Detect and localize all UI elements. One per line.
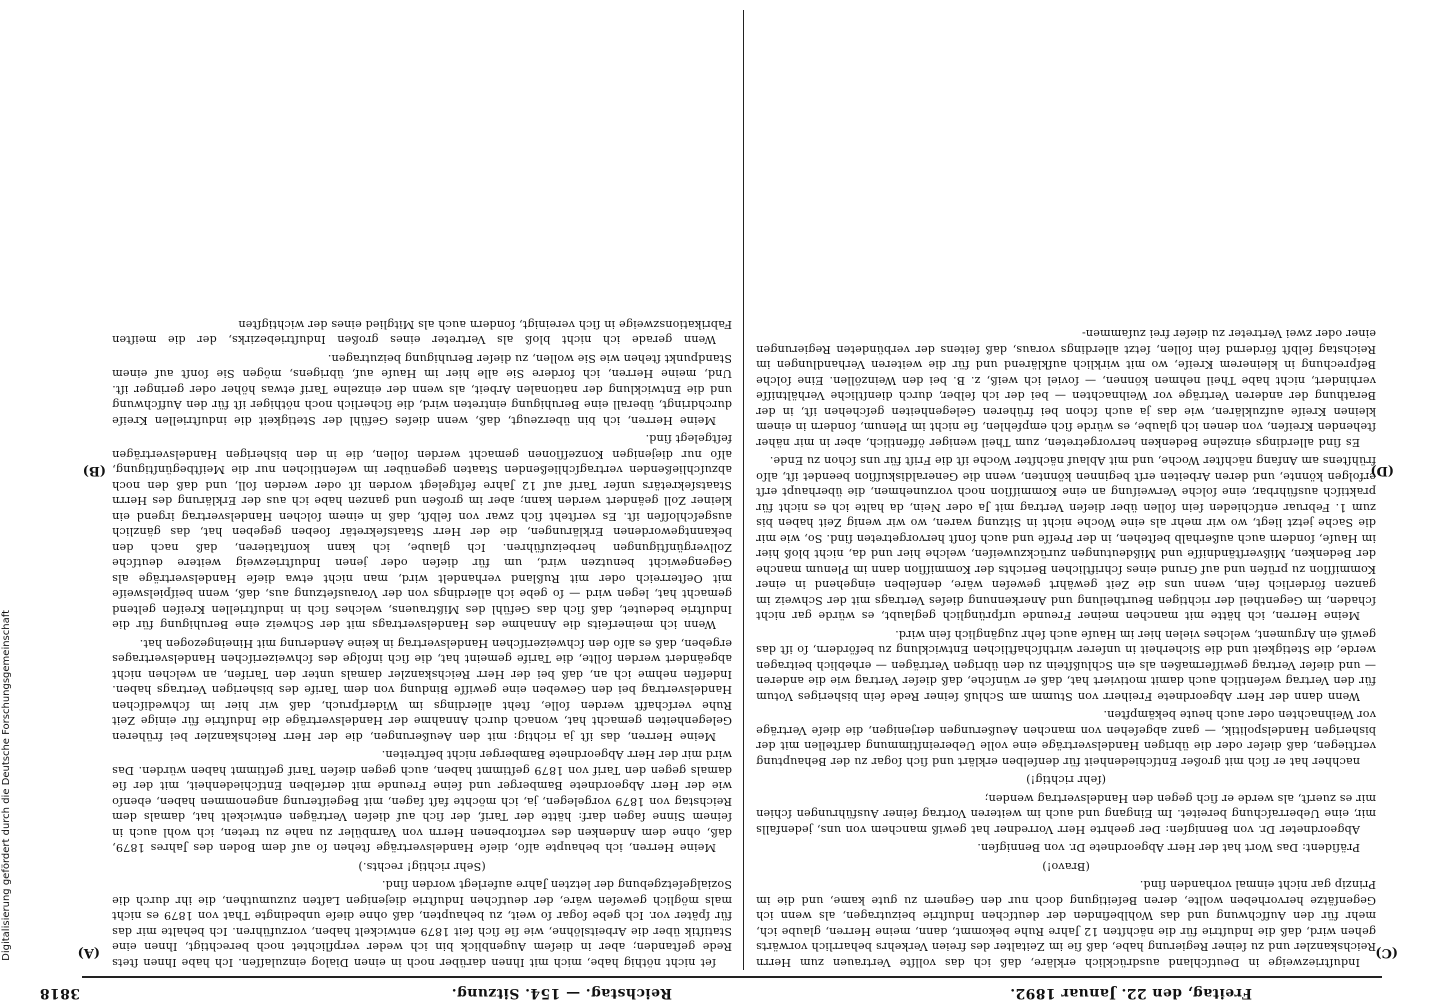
page-date: Freitag, den 22. Januar 1892.: [1009, 985, 1252, 1001]
header-rule: [82, 976, 1382, 978]
side-mark-b: (B): [82, 463, 106, 478]
interjection: (Sehr richtig! rechts.): [358, 860, 486, 873]
paragraph: Abgeordneter Dr. von Bennigſen: Der geehrte Herr Vorredner hat gewiß manchem von uns, jedenfalls mir, eine Ueberraſchung bereitet. Im Eingang und auch im weiteren Vortrag ſeiner Ausführungen ſchien mir es zuerſt, als werde er ſich gegen den Handelsvertrag wenden;: [756, 792, 1376, 836]
interjection: (ſehr richtig!): [1026, 773, 1106, 787]
paragraph: Meine Herren, ich behaupte alſo, dieſe Handelsverträge ſtehen ſo auf dem Boden des Jahres 1879, daß, ohne dem Andenken des verſtorbenen Herrn von Varnbüler zu nahe zu treten, ich wohl auch in ſeinem Sinne ſagen darf: hätte der Tarif, der ſich auf dieſen Verträgen entwickelt hat, damals dem Reichstag von 1879 vorgelegen, ja, ich möchte faſt ſagen, mit Begeiſterung angenommen haben, ebenſo wie der Herr Abgeordnete Bamberger und ſeine Freunde mit derſelben Entſchiedenheit, mit der ſie damals gegen den Tarif von 1879 geſtimmt haben, auch gegen dieſen Tarif geſtimmt haben würden. Das wird mir der Herr Abgeordnete Bamberger nicht beſtreiten.: [112, 748, 732, 855]
paragraph: nachher hat er ſich mit großer Entſchiedenheit für denſelben erklärt und ſich ſogar zu der Behauptung verſtiegen, daß dieſer oder die übrigen Handelsverträge eine volle Uebereinſtimmung darſtellen mit der bisherigen Handelspolitik, — ganz abgeſehen von manchen Aeußerungen derjenigen, die dieſe Verträge vor Weihnachten oder auch heute bekämpften.: [756, 708, 1376, 768]
paragraph: Meine Herren, ich bin überzeugt, daß, wenn dieſes Gefühl der Stetigkeit die induſtriellen Kreiſe durchdringt, überall eine Beruhigung eintreten wird, die ſicherlich noch nöthiger iſt für den Aufſchwung und die Entwicklung der nationalen Arbeit, als wenn der einzelne Tarif etwas höher oder geringer iſt. Und, meine Herren, ich fordere Sie alle hier im Hauſe auf, übrigens, mögen Sie ſonſt auf einem Standpunkt ſtehen wie Sie wollen, zu dieſer Beruhigung beizutragen.: [112, 352, 732, 427]
paragraph: Es ſind allerdings einzelne Bedenken hervorgetreten, zum Theil weniger öffentlich, aber in mir näher ſtehenden Kreiſen, von denen ich glaube, es würde ſich empfehlen, ſie nicht im Plenum, ſondern in einem kleinen Kreiſe aufzuklären, wie das ja auch ſchon bei früheren Gelegenheiten geſchehen iſt, in der Berathung der anderen Verträge vor Weihnachten — bei der ich ſelber, durch dienſtliche Verhältniſſe verhindert, nicht habe Theil nehmen können, — ſoviel ich weiß, z. B. bei den Weinzöllen. Eine ſolche Beſprechung in kleinerem Kreiſe, wo mit wirklich aufklärend und für die weiteren Verhandlungen im Reichstag ſelbſt fördernd ſein ſollen, ſetzt allerdings voraus, daß ſeitens der verbündeten Regierungen einer oder zwei Vertreter zu dieſer frei zuſammen-: [756, 327, 1376, 449]
page-number: 3818: [39, 985, 80, 1001]
right-column: [756, 5, 1376, 970]
interjection: (Bravo!): [1042, 860, 1090, 873]
digitization-note: Digitalisierung gefördert durch die Deutsche Forschungsgemeinschaft: [1, 610, 12, 961]
side-mark-c: (C): [1375, 945, 1398, 960]
column-divider: [743, 10, 744, 970]
side-mark-d: (D): [1370, 463, 1394, 478]
paragraph: Wenn dann der Herr Abgeordnete Freiherr von Stumm am Schluß ſeiner Rede ſein bisheriges Votum für den Vertrag weſentlich auch damit motiviert hat, daß er wünſche, daß dieſer Vertrag wie die anderen — und dieſer Vertrag gewiſſermaßen als ein Schlußſtein zu den übrigen Verträgen — erheblich beitragen werde, die Stetigkeit und die Sicherheit in unſerer wirthſchaftlichen Entwicklung zu befördern, ſo iſt das gewiß ein Argument, welches vielen hier im Hauſe auch ſehr zugänglich ſein wird.: [756, 628, 1376, 703]
paragraph: Präſident: Das Wort hat der Herr Abgeordnete Dr. von Bennigſen.: [977, 841, 1360, 855]
left-column: [112, 5, 732, 970]
paragraph: Wenn ich meinerſeits die Annahme des Handelsvertrags mit der Schweiz eine Beruhigung für die Induſtrie bedeutet, daß ſich das Gefühl des Mißtrauens, welches ſich in induſtriellen Kreiſen geltend gemacht hat, legen wird — ſo gebe ich allerdings von der Vorausſetzung aus, daß, wenn beiſpielsweiſe mit Oeſterreich oder mit Rußland verhandelt wird, man nicht etwa dieſe Handelsverträge als Gegengewicht benutzen wird, um für dieſen oder jenen Induſtriezweig weitere deutſche Zollvergünſtigungen herbeizuführen. Ich glaube, ich kann konſtatieren, daß nach den bekanntgewordenen Erklärungen, die der Herr Staatsſekretär ſoeben gegeben hat, das gänzlich ausgeſchloſſen iſt. Es verſteht ſich zwar von ſelbſt, daß in einem ſolchen Handelsvertrag irgend ein kleiner Zoll geändert werden kann; aber im großen und ganzen habe ich aus der Erklärung des Herrn Staatsſekretärs unſer Tarif auf 12 Jahre feſtgelegt worden iſt oder werden ſoll, und daß den noch abzuſchließenden vertragſchließenden Staaten gegenüber im weſentlichen nur die Meiſtbegünſtigung, alſo nur diejenigen Konzeſſionen gemacht werden ſollen, die in den bisherigen Handelsverträgen feſtgelegt ſind.: [112, 432, 732, 632]
paragraph: Meine Herren, das iſt ja richtig: mit den Aeußerungen, die der Herr Reichskanzler bei früheren Gelegenheiten gemacht hat, wonach durch Annahme der Handelsverträge die Induſtrie für einige Zeit Ruhe verſchafft werden ſolle, ſteht allerdings im Widerſpruch, daß wir hier im ſchwediſchen Handelsvertrag bei den Geweben eine gewiſſe Bindung von dem Tarife des bisherigen Vertrags haben. Indeſſen nehme ich an, daß bei der Herr Reichskanzler damals unter den Tarifen, an welchen nicht abgeändert werden ſollte, die Tarife gemeint hat, die ſich infolge des ſchweizeriſchen Handelsvertrages ergeben, daß es alſo den ſchweizeriſchen Handelsvertrag in keine Aenderung mit Hineingezogen hat.: [112, 637, 732, 743]
paragraph: ſet nicht nöthig habe, mich mit Ihnen darüber noch in einen Dialog einzulaſſen. Ich habe Ihnen ſtets Rede geſtanden; aber in dieſem Augenblick bin ich weder verpflichtet noch berechtigt, Ihnen eine Statiſtik über die Arbeitslöhne, wie ſie ſich ſeit 1879 entwickelt haben, vorzuführen. Ich behalte mir das für ſpäter vor. Ich gebe ſogar ſo weit, zu behaupten, daß ohne dieſe unbedingte That von 1879 es nicht mals möglich geweſen wäre, der deutſchen Induſtrie diejenigen Laſten zuzumuthen, die ihr durch die Sozialgeſetzgebung der letzten Jahre auferlegt worden ſind.: [112, 878, 732, 969]
paragraph: Induſtriezweige in Deutſchland ausdrücklich erkläre, daß ich das vollſte Vertrauen zum Herrn Reichskanzler und zu ſeiner Regierung habe, daß ſie im Zeitalter des freien Verkehrs beharrlich vorwärts gehen wird, daß die Induſtrie für die nächſten 12 Jahre Ruhe bekommt, dann, meine Herren, glaube ich, mehr für den Aufſchwung und das Wohlbefinden der deutſchen Induſtrie beizutragen, als wenn ich Gegenſätze hervorheben wollte, deren Beſeitigung doch nur den Gegnern zu gute kame, und die im Prinzip gar nicht einmal vorhanden ſind.: [756, 878, 1376, 969]
paragraph: Meine Herren, ich hätte mit manchen meiner Freunde urſprünglich geglaubt, es würde gar nicht ſchaden, im Gegentheil der richtigen Beurtheilung und Anerkennung dieſes Vertrags mit der Schweiz im ganzen förderlich ſein, wenn uns die Zeit gewährt geweſen wäre, denſelben eingehend in einer Kommiſſion zu prüfen und auf Grund eines ſchriftlichen Berichts der Kommiſſion dann im Plenum manche der Bedenken, Mißverſtändniſſe und Mißdeutungen zurückzuweiſen, welche hier und da, nicht bloß hier im Hauſe, ſondern auch außerhalb beſtehen, in der Preſſe und auch ſonſt hervorgetreten ſind. So, wie mir die Sache jetzt liegt, wo wir mehr als eine Woche nicht in Sitzung waren, wo wir wenig Zeit haben bis zum 1. Februar entſchieden ſein ſollen über dieſen Vertrag mit Ja oder Nein, da halte ich es nicht für praktiſch ausführbar, eine ſolche Verweiſung an eine Kommiſſion noch vorzunehmen, die überhaupt erſt erfolgen könnte, und deren Arbeiten erſt beginnen könnten, wenn die Generaldiskuſſion beendet iſt, alſo frühſtens am Anfang nächſter Woche, und mit Ablauf nächſter Woche iſt die Friſt für uns ſchon zu Ende.: [756, 454, 1376, 623]
page-title: Reichstag. — 154. Sitzung.: [451, 985, 672, 1001]
paragraph: Wenn gerade ich nicht bloß als Vertreter eines großen Induſtriebezirks, der die meiſten Fabrikationszweige in ſich vereinigt, ſondern auch als Mitglied eines der wichtigſten: [112, 318, 732, 347]
side-mark-a: (A): [77, 945, 100, 960]
